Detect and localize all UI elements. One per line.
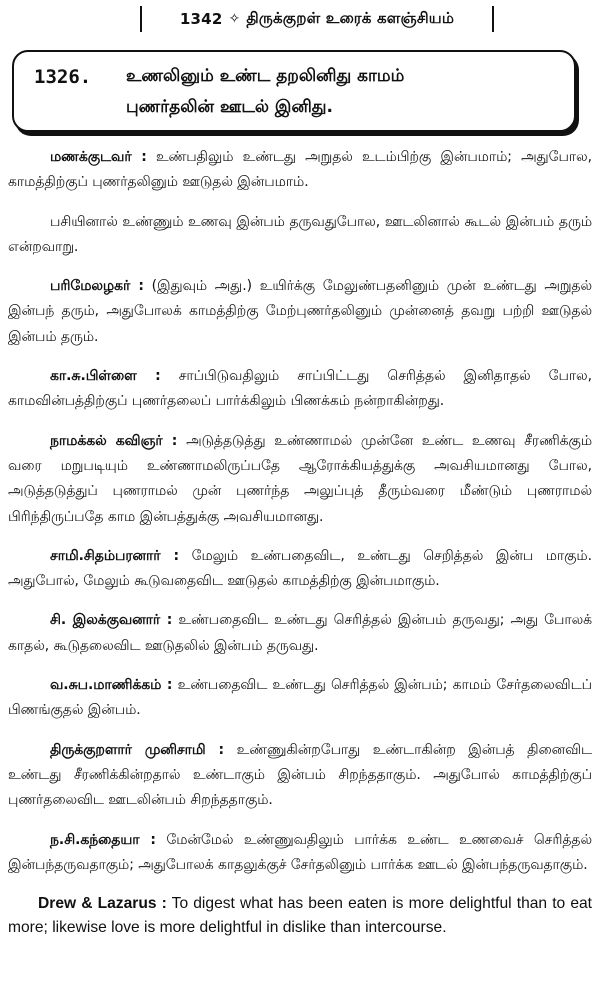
commentary-text: உண்ணுகின்றபோது உண்டாகின்ற இன்பத் தினைவிட உண்டது சீரணிக்கின்றதால் உண்டாகும் இன்பம் சிறந்ததாகும். அதுபோல் காமத்திற்குப் புணர்தலைவிட ஊடலின்பம் சிறந்ததாகும். [8,741,592,809]
running-header [140,6,494,32]
translation-text: To digest what has been eaten is more delightful than to eat more; likewise love is more delightful in dislike than intercourse. [8,895,592,937]
commentary-paragraph [8,145,592,196]
commentator-name: ந.சி.கந்தையா : [50,831,156,848]
commentary-text: அடுத்தடுத்து உண்ணாமல் முன்னே உண்ட உணவு சீரணிக்கும் வரை மறுபடியும் உண்ணாமலிருப்பதே ஆரோக்கியத்துக்கு அவசியமானது போல, அடுத்தடுத்துப் புணராமல் முன் புணர்ந்த அலுப்புத் தீரும்வரை மீண்டும் புணராமல் பிரிந்திருப்பதே காம இன்பத்துக்கு அவசியமானது. [8,432,592,525]
commentary-text: உண்பதைவிட உண்டது செரித்தல் இன்பம் தருவது; அது போலக் காதல், கூடுதலைவிட ஊடுதலில் இன்பம் தருவது. [8,612,592,654]
commentary-paragraph [8,738,592,814]
commentary-paragraph [8,544,592,595]
page-number: 1342 [179,10,223,28]
commentary-body [8,145,592,955]
commentary-paragraph [8,828,592,879]
commentary-paragraph [8,364,592,415]
sparkle-icon: ✧ [228,11,241,27]
commentary-text: சாப்பிடுவதிலும் சாப்பிட்டது செரித்தல் இனிதாதல் போல, காமவின்பத்திற்குப் புணர்தலைப் பார்க்கிலும் பிணக்கம் நன்றாகின்றது. [8,368,593,410]
commentary-text: (இதுவும் அது.) உயிர்க்கு மேலுண்பதனினும் முன் உண்டது அறுதல் இன்பந் தரும், அதுபோலக் காமத்திற்கு மேற்புணர்தலினும் முன்னைத் தவறு பற்றி ஊடுதல் இன்பம் தரும். [8,278,593,345]
verse-line-2: புணர்தலின் ஊடல் இனிது. [126,97,333,117]
commentary-text: மேன்மேல் உண்ணுவதிலும் பார்க்க உண்ட உணவைச் செரித்தல் இன்பந்தருவதாகும்; அதுபோலக் காதலுக்குச் சேர்தலினும் பார்க்க ஊடல் இன்பந்தருவதாகும். [8,831,592,873]
commentary-text: மேலும் உண்பதைவிட, உண்டது செறித்தல் இன்ப மாகும். அதுபோல், மேலும் கூடுவதைவிட ஊடுதல் காமத்திற்கு இன்பமாகும். [8,547,592,590]
translator-name: Drew & Lazarus : [38,895,167,913]
commentary-paragraph [8,210,592,261]
commentator-name: சாமி.சிதம்பரனார் : [50,547,180,564]
english-translation [8,892,592,941]
commentary-text: உண்பதைவிட உண்டது செரித்தல் இன்பம்; காமம் சேர்தலைவிடப் பிணங்குதல் இன்பம். [8,677,592,719]
commentary-paragraph [8,608,592,659]
commentary-paragraph [8,673,592,724]
verse-line-1: உணலினும் உண்ட தறலினிது காமம் [126,66,405,86]
commentator-name: திருக்குறளார் முனிசாமி : [50,741,225,758]
commentator-name: மணக்குடவர் : [50,149,147,165]
commentary-text: பசியினால் உண்ணும் உணவு இன்பம் தருவதுபோல, ஊடலினால் கூடல் இன்பம் தரும் என்றவாறு. [8,213,592,255]
commentator-name: வ.சுப.மாணிக்கம் : [50,677,173,694]
commentary-paragraph [8,429,592,530]
commentator-name: நாமக்கல் கவிஞர் : [50,432,178,449]
commentary-text: உண்பதிலும் உண்டது அறுதல் உடம்பிற்கு இன்பமாம்; அதுபோல, காமத்திற்குப் புணர்தலினும் ஊடுதல் இன்பமாம். [8,149,593,191]
commentator-name: சி. இலக்குவனார் : [50,612,173,629]
verse-number: 1326. [34,66,92,88]
commentator-name: பரிமேலழகர் : [50,278,144,295]
commentary-paragraph [8,274,592,350]
book-title: திருக்குறள் உரைக் களஞ்சியம் [246,9,455,27]
commentator-name: கா.சு.பிள்ளை : [50,368,161,385]
verse-box [12,50,576,132]
